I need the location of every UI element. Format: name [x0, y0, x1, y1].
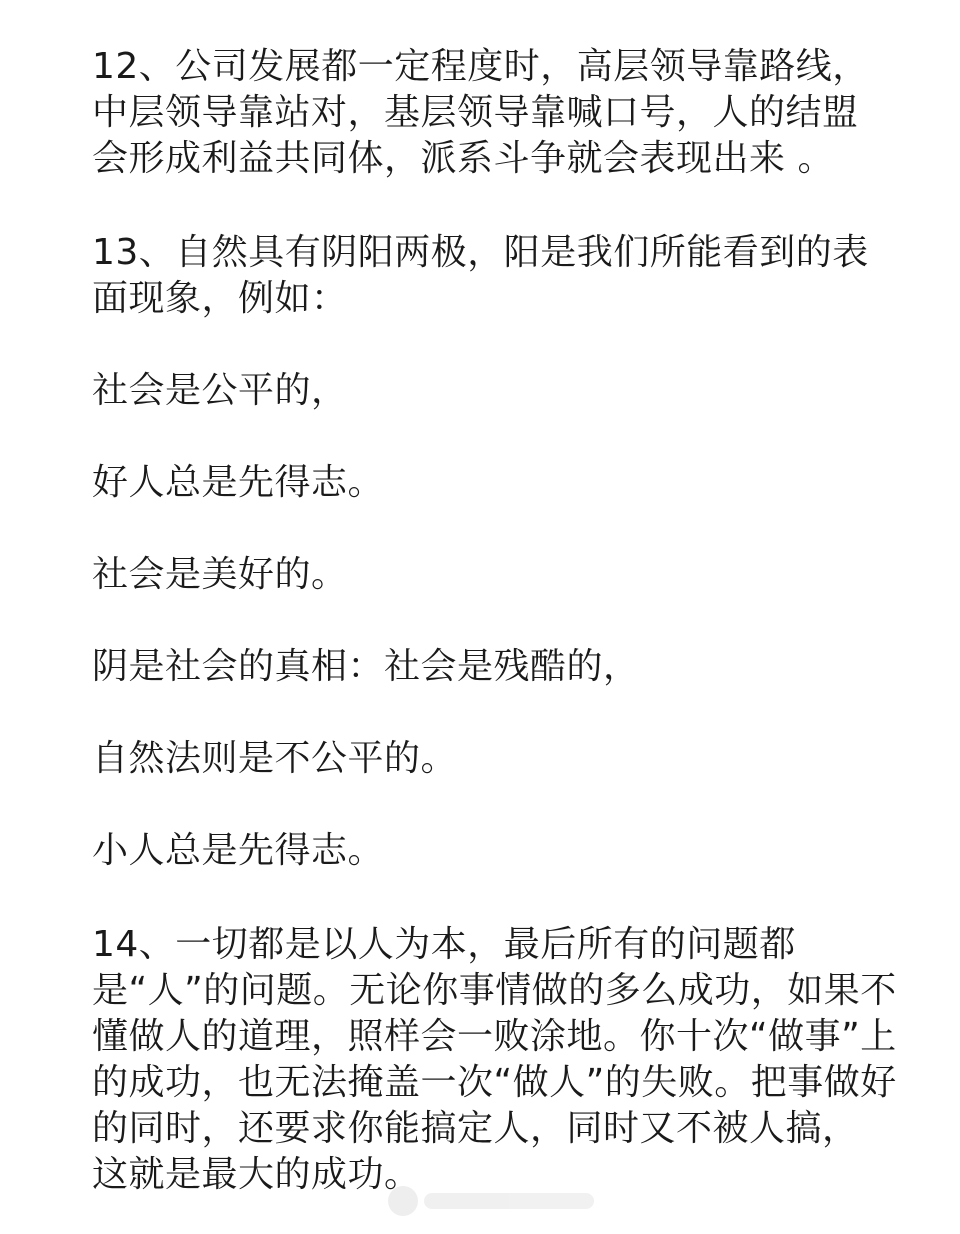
text-line: 中层领导靠站对，基层领导靠喊口号，人的结盟 [92, 92, 859, 133]
paragraph-fair [92, 368, 892, 414]
document-body [92, 44, 897, 1198]
text-line: 懂做人的道理，照样会一败涂地。你十次“做事”上 [92, 1016, 897, 1057]
text-line: 社会是美好的。 [92, 554, 348, 595]
text-line: 面现象，例如： [92, 278, 348, 319]
text-line: 社会是公平的， [92, 370, 348, 411]
paragraph-yin-truth [92, 644, 892, 690]
text-line: 好人总是先得志。 [92, 462, 385, 503]
text-line: 14、一切都是以人为本，最后所有的问题都 [92, 924, 796, 965]
paragraph-12 [92, 44, 892, 182]
text-line: 阴是社会的真相：社会是残酷的， [92, 646, 640, 687]
watermark-bar [424, 1193, 594, 1209]
paragraph-13 [92, 230, 892, 322]
watermark-avatar-icon [388, 1186, 418, 1216]
watermark [388, 1186, 594, 1216]
text-line: 是“人”的问题。无论你事情做的多么成功，如果不 [92, 970, 897, 1011]
text-line: 的成功，也无法掩盖一次“做人”的失败。把事做好 [92, 1062, 897, 1103]
text-line: 这就是最大的成功。 [92, 1154, 421, 1195]
text-line: 自然法则是不公平的。 [92, 738, 458, 779]
paragraph-beautiful [92, 552, 892, 598]
paragraph-good-people [92, 460, 892, 506]
text-line: 小人总是先得志。 [92, 830, 385, 871]
paragraph-14 [92, 922, 897, 1198]
text-line: 会形成利益共同体，派系斗争就会表现出来 。 [92, 138, 834, 179]
paragraph-petty-people [92, 828, 892, 874]
text-line: 12、公司发展都一定程度时，高层领导靠路线， [92, 46, 869, 87]
text-line: 的同时，还要求你能搞定人，同时又不被人搞， [92, 1108, 859, 1149]
text-line: 13、自然具有阴阳两极，阳是我们所能看到的表 [92, 232, 869, 273]
paragraph-natural-law [92, 736, 892, 782]
